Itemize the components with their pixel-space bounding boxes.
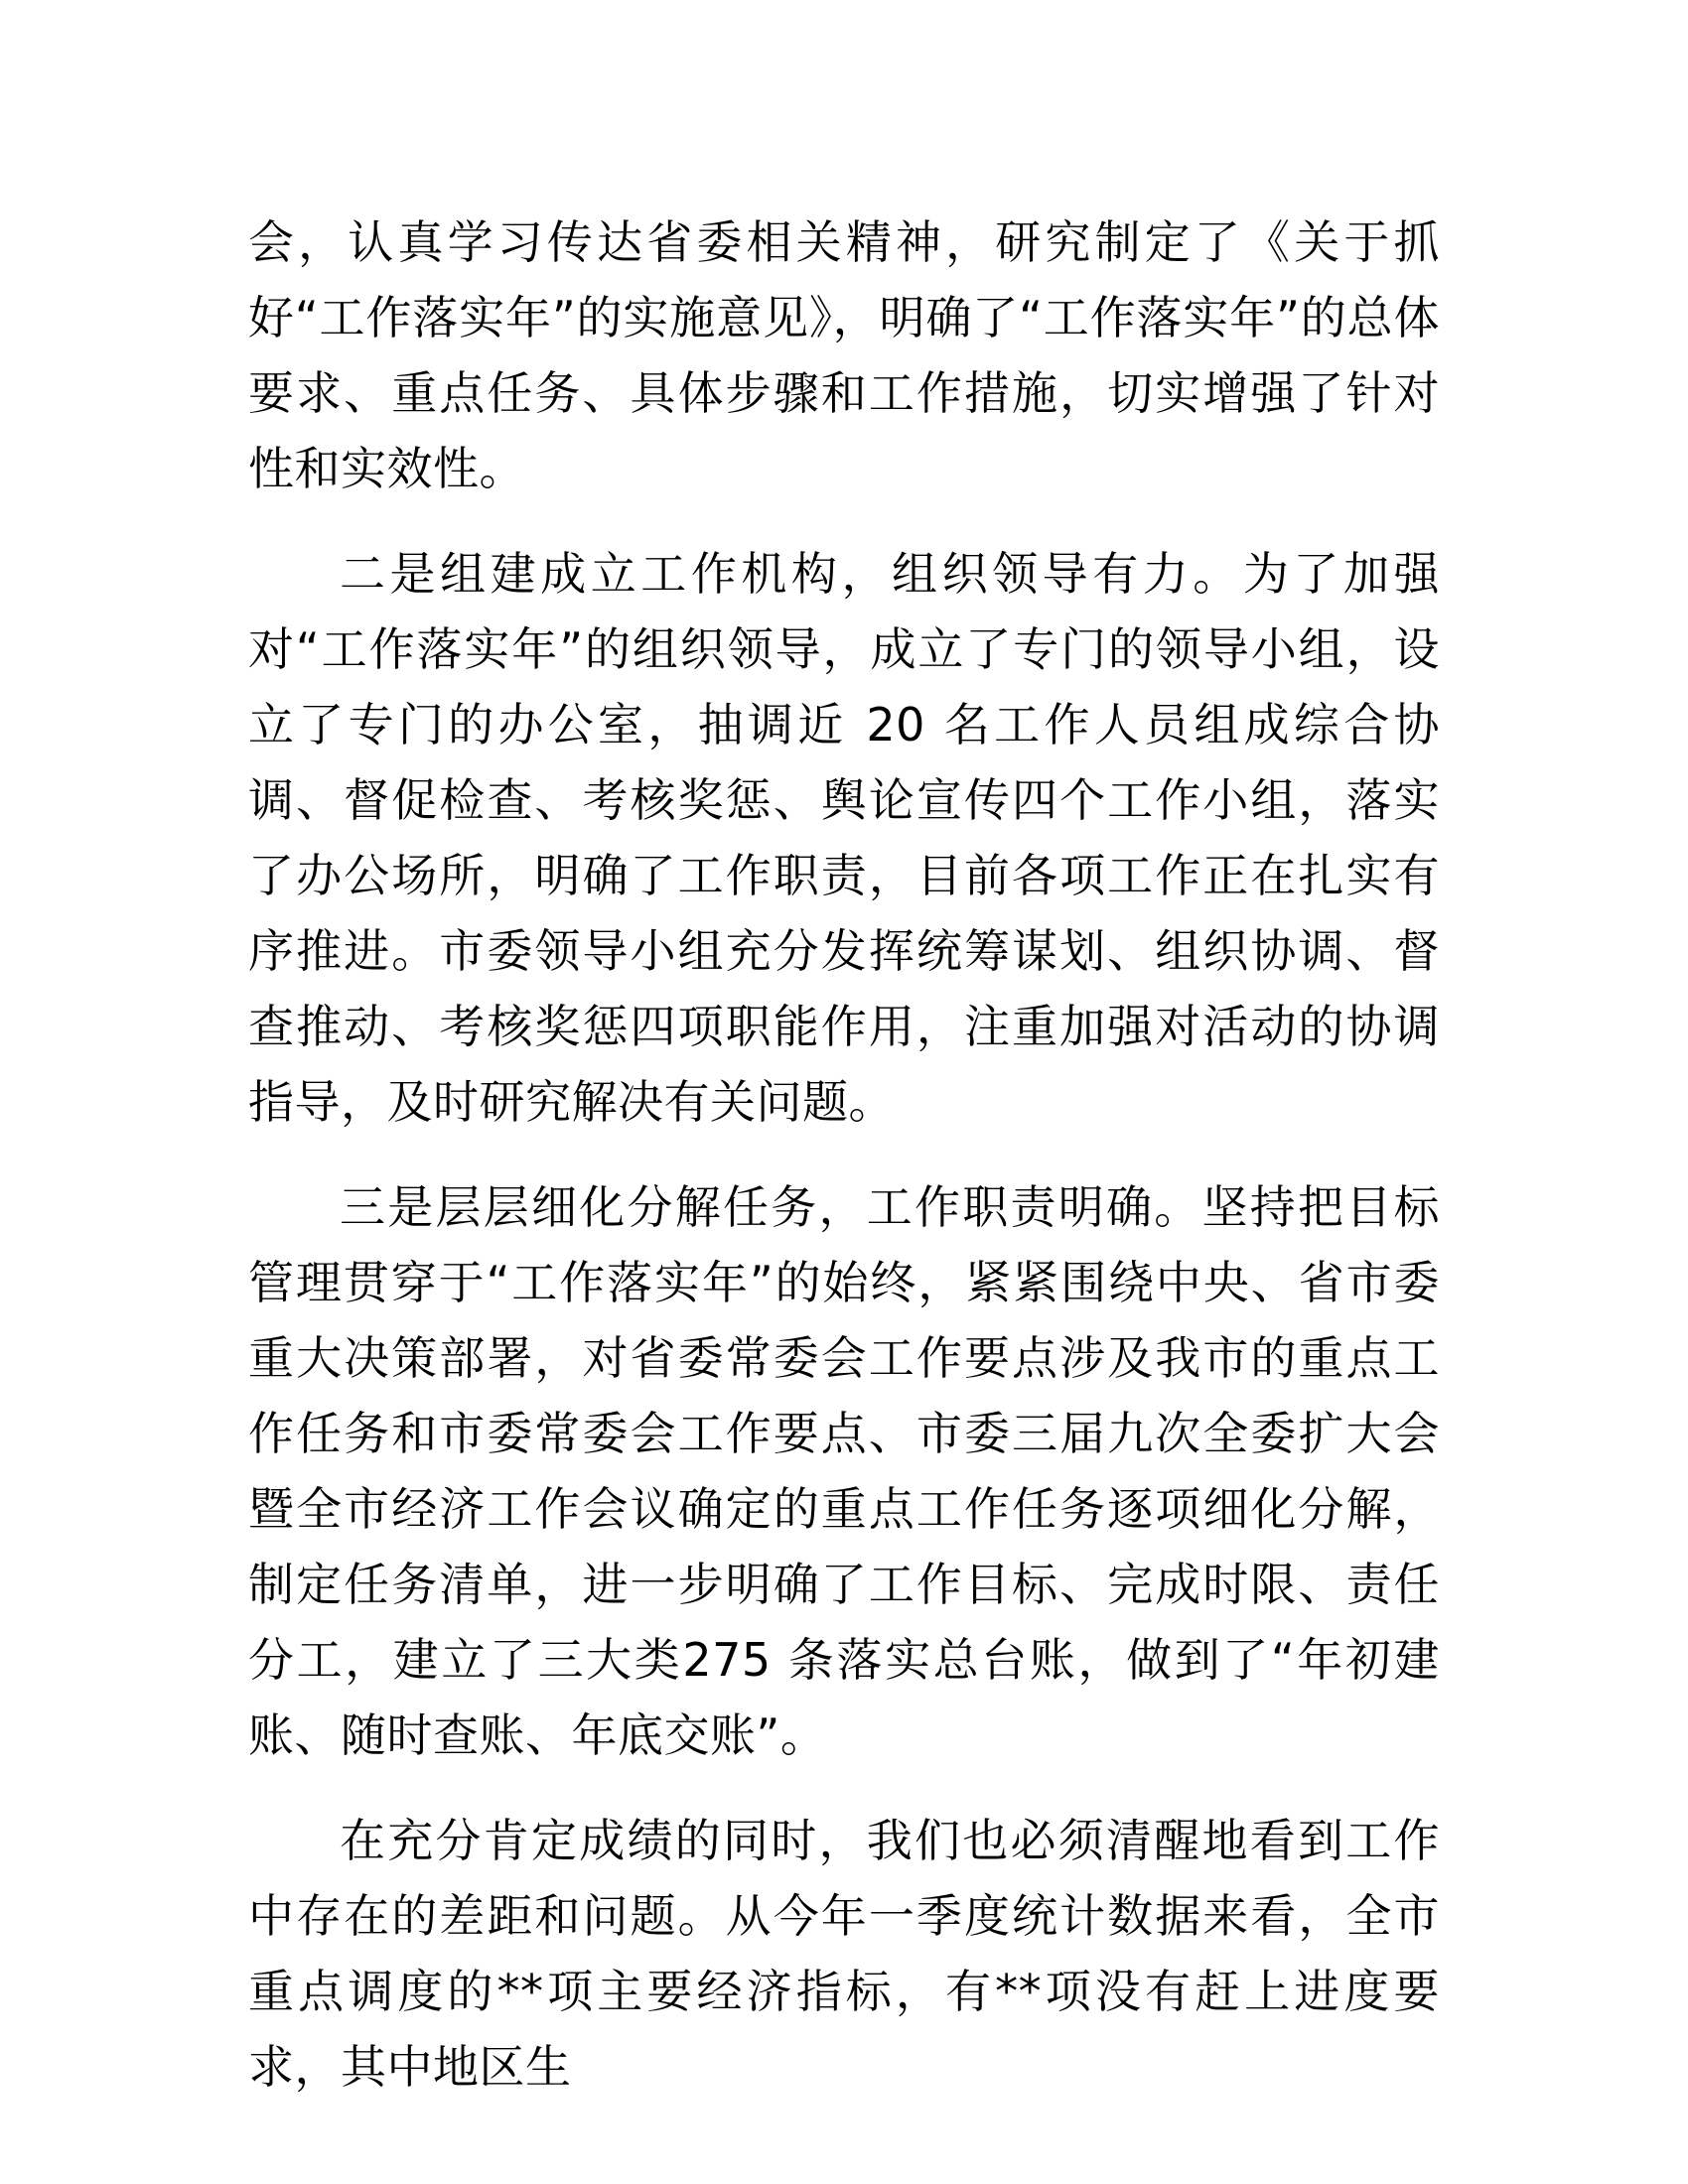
paragraph-problems: 在充分肯定成绩的同时，我们也必须清醒地看到工作中存在的差距和问题。从今年一季度统计数据来看，全市重点调度的**项主要经济指标，有**项没有赶上进度要求，其中地区生: [248, 1814, 1440, 2094]
paragraph-work-organization: 二是组建成立工作机构，组织领导有力。为了加强对“工作落实年”的组织领导，成立了专门的领导小组，设立了专门的办公室，抽调近 20 名工作人员组成综合协调、督促检查、考核奖惩、舆论宣传四个工作小组，落实了办公场所，明确了工作职责，目前各项工作正在扎实有序推进。市委领导小组充分发挥统筹谋划、组织协调、督查推动、考核奖惩四项职能作用，注重加强对活动的协调指导，及时研究解决有关问题。: [248, 547, 1440, 1129]
paragraph-continuation: 会，认真学习传达省委相关精神，研究制定了《关于抓好“工作落实年”的实施意见》，明确了“工作落实年”的总体要求、重点任务、具体步骤和工作措施，切实增强了针对性和实效性。: [248, 215, 1440, 495]
document-body: [248, 205, 1440, 2105]
paragraph-task-breakdown: 三是层层细化分解任务，工作职责明确。坚持把目标管理贯穿于“工作落实年”的始终，紧紧围绕中央、省市委重大决策部署，对省委常委会工作要点涉及我市的重点工作任务和市委常委会工作要点、市委三届九次全委扩大会暨全市经济工作会议确定的重点工作任务逐项细化分解，制定任务清单，进一步明确了工作目标、完成时限、责任分工，建立了三大类275 条落实总台账，做到了“年初建账、随时查账、年底交账”。: [248, 1180, 1440, 1762]
